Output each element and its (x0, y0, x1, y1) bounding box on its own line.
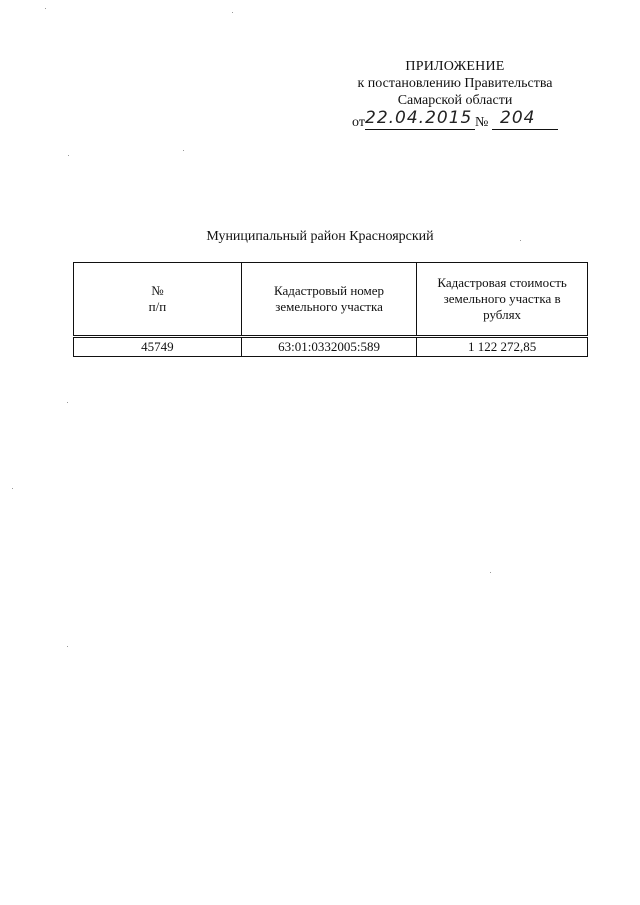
date-underline (365, 129, 475, 130)
scan-speck (68, 155, 69, 156)
region-name: Самарской области (397, 93, 513, 108)
scan-speck (232, 12, 233, 13)
appendix-title: ПРИЛОЖЕНИЕ (405, 59, 505, 74)
table-row (74, 337, 588, 357)
header-cell-number: № п/п (74, 263, 242, 337)
cadastral-table (73, 262, 588, 357)
header-cell-cadastral-value: Кадастровая стоимость земельного участка в рублях (417, 263, 588, 337)
scan-speck (67, 402, 68, 403)
scan-speck (45, 8, 46, 9)
decree-reference: к постановлению Правительства (357, 76, 553, 91)
scan-speck (183, 150, 184, 151)
cell-row-number: 45749 (74, 337, 242, 357)
cell-cadastral-value: 1 122 272,85 (417, 337, 588, 357)
scan-speck (490, 572, 491, 573)
appendix-header (330, 58, 580, 132)
number-underline (492, 129, 558, 130)
scan-speck (520, 240, 521, 241)
date-number-line (330, 110, 580, 132)
table-header-row (74, 263, 588, 337)
district-title: Муниципальный район Красноярский (206, 229, 434, 244)
handwritten-date: 22.04.2015 (365, 108, 473, 128)
scan-speck (67, 646, 68, 647)
number-prefix: № (475, 115, 489, 130)
scan-speck (12, 488, 13, 489)
handwritten-number: 204 (500, 108, 536, 128)
cell-cadastral-number: 63:01:0332005:589 (241, 337, 416, 357)
date-prefix: от (352, 115, 365, 130)
header-cell-cadastral-number: Кадастровый номер земельного участка (241, 263, 416, 337)
